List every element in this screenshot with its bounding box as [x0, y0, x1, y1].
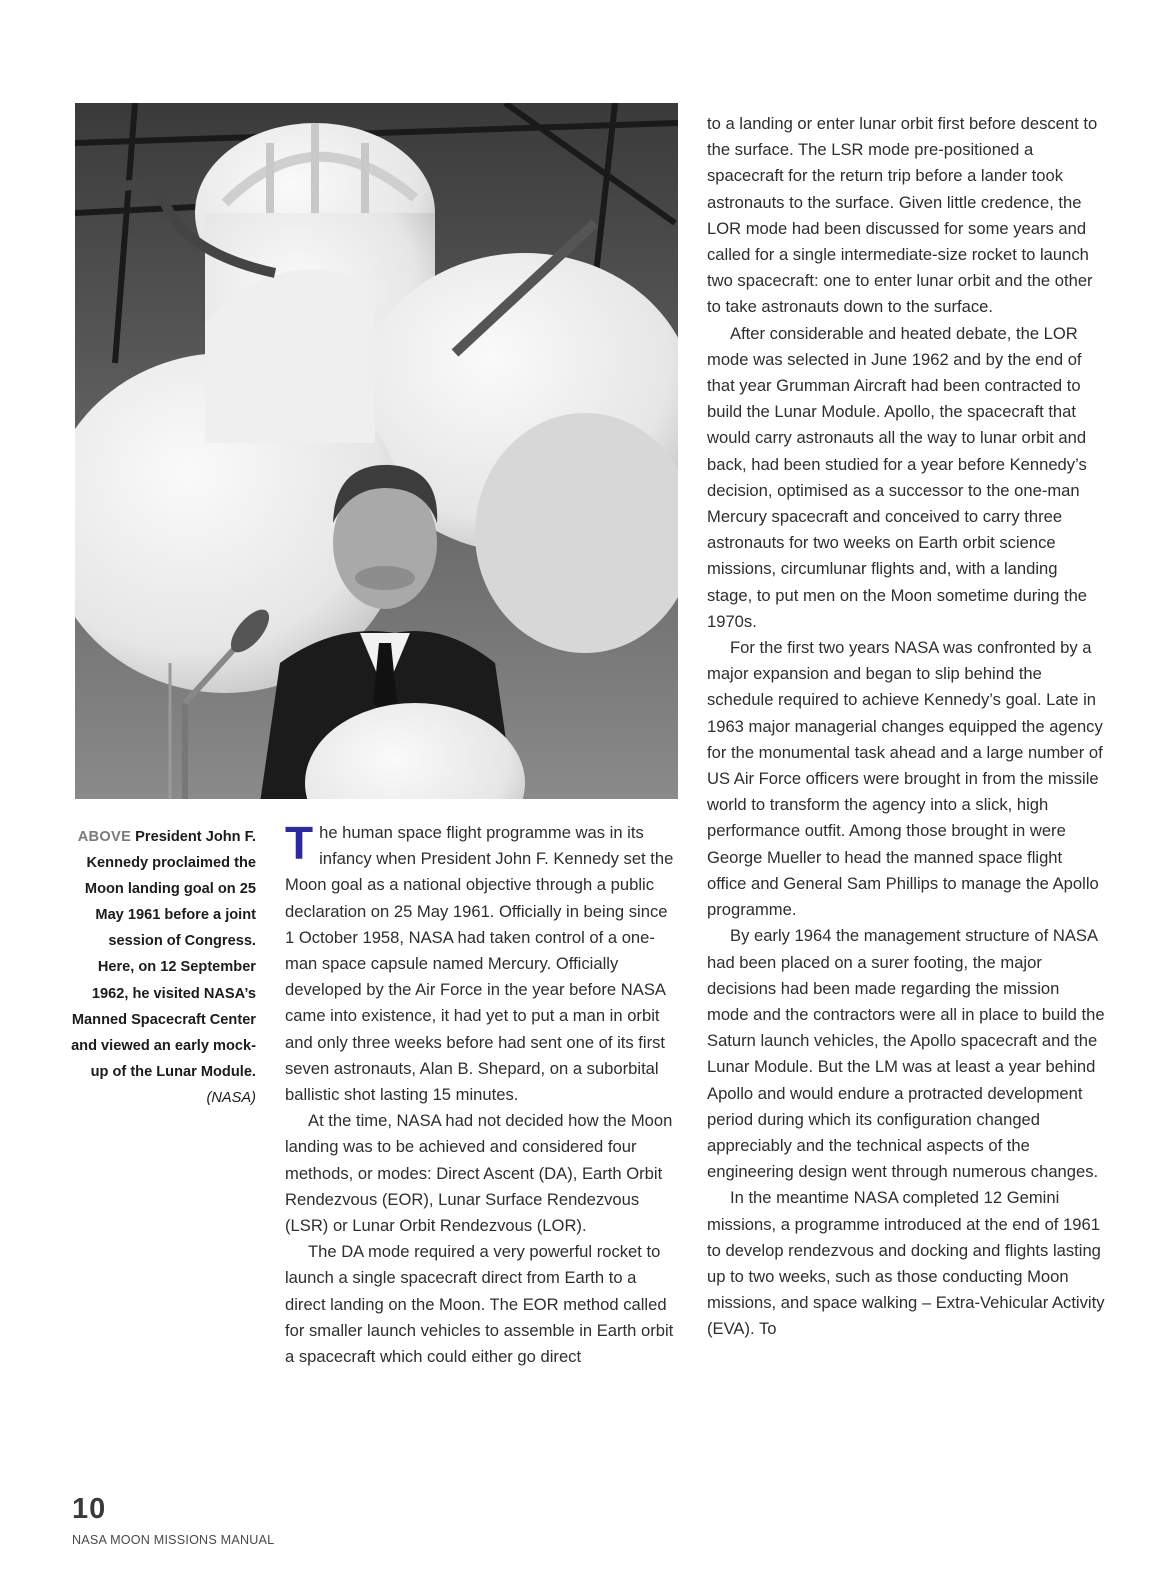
paragraph-7: By early 1964 the management structure of NASA had been placed on a surer footing, the major decisions had been made regarding the mission mode and the contractors were all in place to build the Saturn launch vehicles, the Apollo spacecraft and the Lunar Module. But the LM was at least a year behind Apollo and would endure a protracted development period during which its configuration changed appreciably and the technical aspects of the engineering design went through numerous changes. [707, 926, 1105, 1182]
page-number: 10 [72, 1493, 107, 1525]
text-column-2 [707, 111, 1105, 1343]
paragraph-8: In the meantime NASA completed 12 Gemini missions, a programme introduced at the end of 1961 to develop rendezvous and docking and flights lasting up to two weeks, such as those conducting Moon missions, and space walking – Extra-Vehicular Activity (EVA). To [707, 1188, 1105, 1339]
caption-text: President John F. Kennedy proclaimed the Moon landing goal on 25 May 1961 before a joint session of Congress. Here, on 12 September 1962, he visited NASA’s Manned Spacecraft Center and viewed an early mock-up of the Lunar Module. [71, 829, 256, 1080]
kennedy-lunar-module-photo [75, 103, 678, 799]
drop-cap: T [285, 817, 314, 869]
paragraph-6: For the first two years NASA was confronted by a major expansion and began to slip behind the schedule required to achieve Kennedy’s goal. Late in 1963 major managerial changes equipped the agency for the monumental task ahead and a large number of US Air Force officers were brought in from the missile world to transform the agency into a slick, high performance outfit. Among those brought in were George Mueller to head the manned space flight office and General Sam Phillips to manage the Apollo programme. [707, 638, 1103, 920]
paragraph-5: After considerable and heated debate, the LOR mode was selected in June 1962 and by the end of that year Grumman Aircraft had been contracted to build the Lunar Module. Apollo, the spacecraft that would carry astronauts all the way to lunar orbit and back, had been studied for a year before Kennedy’s decision, optimised as a successor to the one-man Mercury spacecraft and conceived to carry three astronauts for two weeks on Earth orbit science missions, circumlunar flights and, with a landing stage, to put men on the Moon sometime during the 1970s. [707, 323, 1088, 631]
photo-caption [70, 824, 256, 1111]
paragraph-1 [285, 817, 680, 1108]
paragraph-4: to a landing or enter lunar orbit first before descent to the surface. The LSR mode pre-positioned a spacecraft for the return trip before a lander took astronauts to the surface. Given little credence, the LOR mode had been discussed for some years and called for a single intermediate-size rocket to launch two spacecraft: one to enter lunar orbit and the other to take astronauts down to the surface. [707, 114, 1098, 317]
text-column-1 [285, 817, 680, 1370]
book-title: NASA MOON MISSIONS MANUAL [72, 1533, 275, 1547]
caption-lead: ABOVE [77, 829, 132, 845]
caption-credit: (NASA) [206, 1089, 256, 1106]
photo-illustration [75, 103, 678, 799]
paragraph-1-text: he human space flight programme was in its infancy when President John F. Kennedy set the Moon goal as a national objective through a public declaration on 25 May 1961. Officially in being since 1 October 1958, NASA had taken control of a one-man space capsule named Mercury. Officially developed by the Air Force in the year before NASA came into existence, it had yet to put a man in orbit and only three weeks before had sent one of its first seven astronauts, Alan B. Shepard, on a suborbital ballistic shot lasting 15 minutes. [285, 823, 674, 1105]
paragraph-3: The DA mode required a very powerful rocket to launch a single spacecraft direct from Earth to a direct landing on the Moon. The EOR method called for smaller launch vehicles to assemble in Earth orbit a spacecraft which could either go direct [285, 1242, 674, 1367]
paragraph-2: At the time, NASA had not decided how the Moon landing was to be achieved and considered four methods, or modes: Direct Ascent (DA), Earth Orbit Rendezvous (EOR), Lunar Surface Rendezvous (LSR) or Lunar Orbit Rendezvous (LOR). [285, 1111, 673, 1236]
